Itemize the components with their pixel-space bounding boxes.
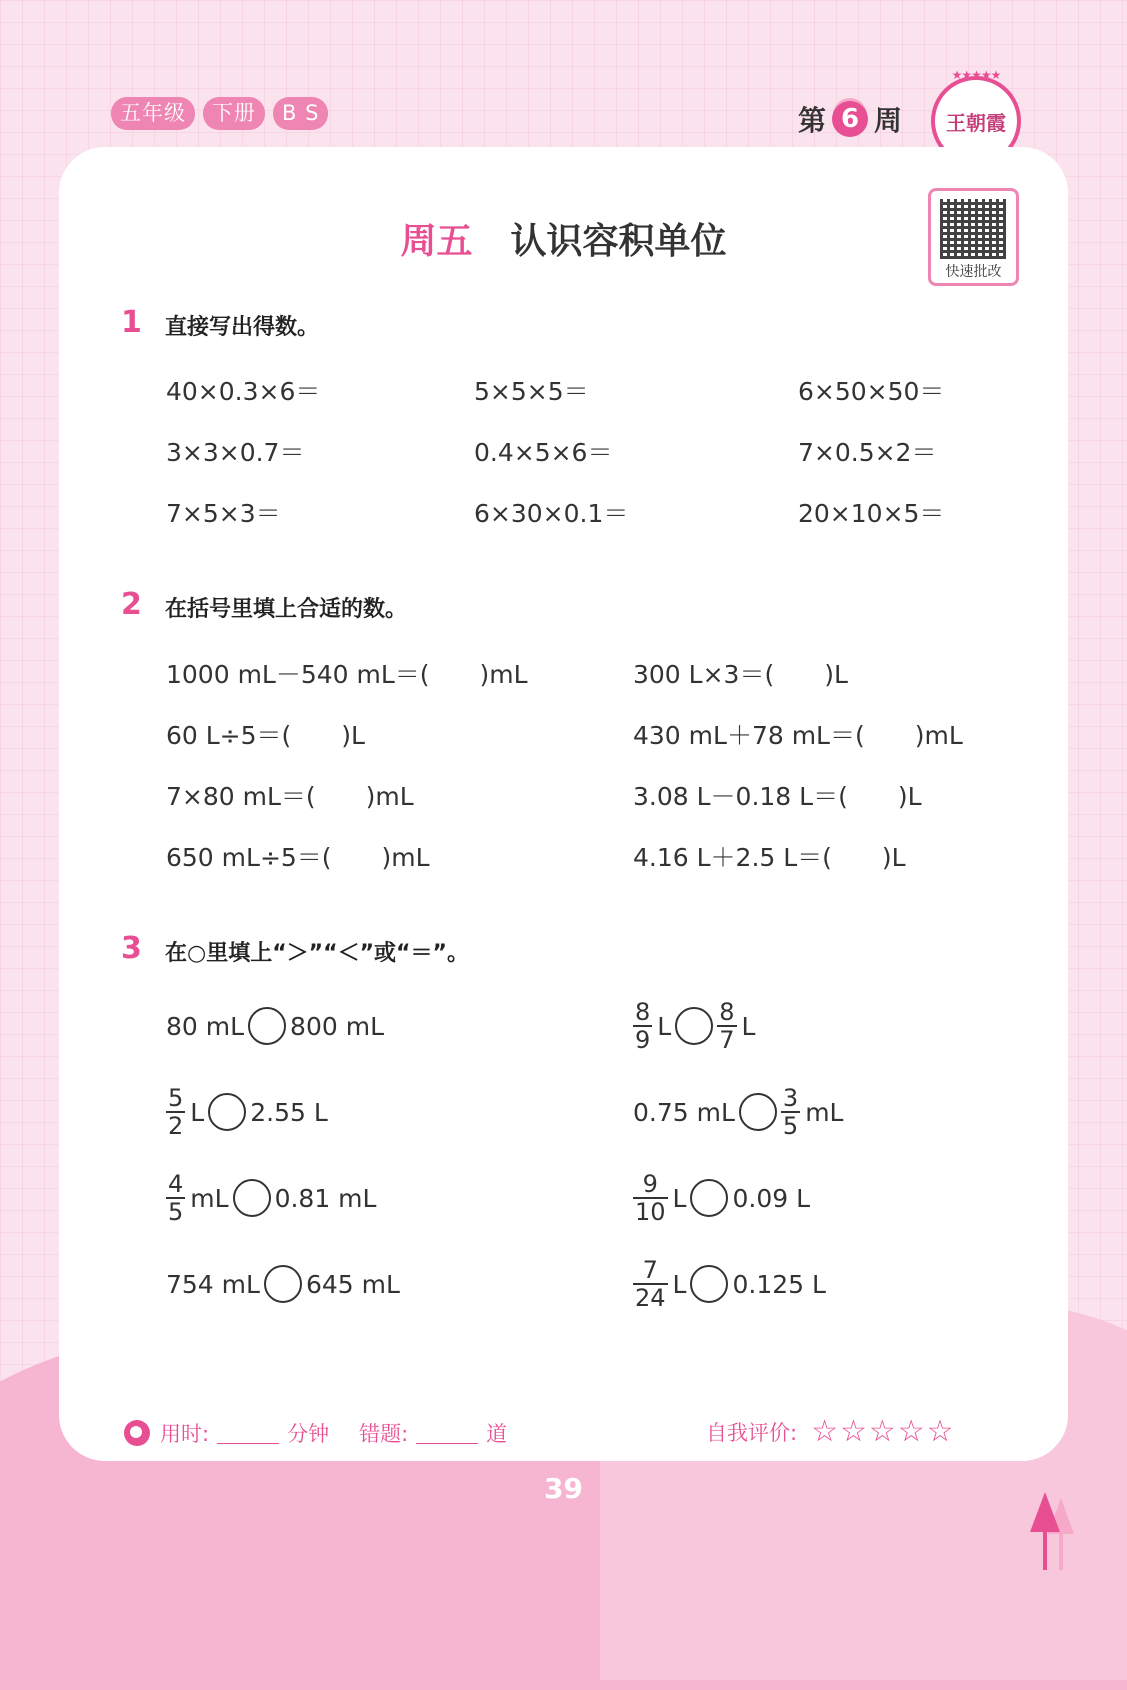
fraction: $\frac{4}{5}$ — [168, 1170, 184, 1226]
arrow-decor-stem — [1043, 1530, 1047, 1570]
time-blank[interactable] — [217, 1423, 279, 1444]
time-label: 用时: — [160, 1422, 210, 1446]
q3-left: 754 mL — [166, 1269, 260, 1299]
fraction: $\frac{8}{9}$ — [635, 998, 651, 1054]
fraction: $\frac{8}{7}$ — [719, 998, 735, 1054]
q2-item: 1000 mL－540 mL＝( )mL — [166, 660, 528, 689]
week-prefix: 第 — [798, 104, 827, 137]
q1-item: 7×0.5×2＝ — [798, 438, 937, 467]
q3-right: 0.81 mL — [274, 1183, 377, 1213]
unit: mL — [190, 1183, 229, 1213]
unit: L — [190, 1097, 205, 1127]
rating-stars-icon[interactable]: ☆☆☆☆☆ — [811, 1414, 956, 1449]
fraction: $\frac{5}{2}$ — [168, 1084, 184, 1140]
q2-item: 4.16 L＋2.5 L＝( )L — [633, 843, 906, 872]
self-evaluation — [706, 1414, 956, 1449]
q1-item: 6×50×50＝ — [798, 377, 945, 406]
clock-icon — [124, 1420, 150, 1446]
q2-item: 300 L×3＝( )L — [633, 660, 848, 689]
compare-circle[interactable] — [675, 1007, 713, 1045]
q3-item-b — [633, 1000, 755, 1052]
q3-left: 0.75 mL — [633, 1097, 735, 1127]
q1-item: 20×10×5＝ — [798, 499, 945, 528]
arrow-decor-stem — [1059, 1532, 1063, 1570]
compare-circle[interactable] — [233, 1179, 271, 1217]
q2-number: 2 — [121, 587, 142, 622]
q3-item-h — [633, 1258, 826, 1310]
q2-prompt: 在括号里填上合适的数。 — [165, 597, 408, 622]
q1-item: 3×3×0.7＝ — [166, 438, 305, 467]
q3-left: 80 mL — [166, 1011, 245, 1041]
errors-unit: 道 — [486, 1422, 508, 1446]
week-number: 6 — [832, 101, 868, 137]
q1-item: 7×5×3＝ — [166, 499, 281, 528]
q3-right: 645 mL — [305, 1269, 400, 1299]
q3-item-e — [166, 1172, 376, 1224]
errors-label: 错题: — [359, 1422, 409, 1446]
q1-item: 40×0.3×6＝ — [166, 377, 321, 406]
q2-item: 3.08 L－0.18 L＝( )L — [633, 782, 922, 811]
week-suffix: 周 — [874, 104, 903, 137]
title-topic: 认识容积单位 — [510, 221, 727, 262]
self-eval-label: 自我评价: — [706, 1420, 798, 1445]
q2-item: 430 mL＋78 mL＝( )mL — [633, 721, 963, 750]
errors-blank[interactable] — [416, 1423, 478, 1444]
q3-right: 800 mL — [290, 1011, 384, 1041]
unit: L — [741, 1011, 756, 1041]
time-tracker — [124, 1418, 507, 1448]
q3-item-c — [166, 1086, 328, 1138]
q1-number: 1 — [121, 305, 142, 340]
q1-item: 5×5×5＝ — [474, 377, 589, 406]
q2-item: 7×80 mL＝( )mL — [166, 782, 414, 811]
unit: L — [672, 1269, 687, 1299]
logo-stars-icon: ★★★★★ — [951, 68, 1001, 82]
q3-number: 3 — [121, 931, 142, 966]
fraction: $\frac{9}{10}$ — [635, 1170, 666, 1226]
q3-right: 2.55 L — [250, 1097, 328, 1127]
qr-caption: 快速批改 — [945, 264, 1002, 280]
q3-item-d — [633, 1086, 843, 1138]
logo-text: 王朝霞 — [946, 110, 1006, 135]
compare-circle[interactable] — [208, 1093, 246, 1131]
q1-prompt: 直接写出得数。 — [165, 315, 320, 340]
unit: L — [657, 1011, 672, 1041]
compare-circle[interactable] — [264, 1265, 302, 1303]
q3-prompt: 在○里填上“＞”“＜”或“＝”。 — [165, 941, 469, 966]
title-day: 周五 — [400, 221, 473, 262]
week-indicator — [798, 99, 902, 139]
q3-right: 0.125 L — [732, 1269, 826, 1299]
arrow-decor-icon — [1030, 1492, 1060, 1532]
q3-right: 0.09 L — [732, 1183, 811, 1213]
unit: mL — [805, 1097, 844, 1127]
q3-item-f — [633, 1172, 810, 1224]
q3-item-g — [166, 1265, 400, 1303]
time-unit: 分钟 — [287, 1422, 330, 1446]
tag-grade: 五年级 — [111, 97, 195, 130]
tag-volume: 下册 — [203, 97, 265, 130]
q3-item-a — [166, 1007, 384, 1045]
q2-item: 650 mL÷5＝( )mL — [166, 843, 430, 872]
unit: L — [672, 1183, 687, 1213]
q1-item: 0.4×5×6＝ — [474, 438, 613, 467]
compare-circle[interactable] — [690, 1265, 728, 1303]
compare-circle[interactable] — [248, 1007, 286, 1045]
compare-circle[interactable] — [690, 1179, 728, 1217]
tag-edition: B S — [273, 97, 328, 130]
page-title — [0, 213, 1127, 264]
q1-item: 6×30×0.1＝ — [474, 499, 629, 528]
compare-circle[interactable] — [739, 1093, 777, 1131]
fraction: $\frac{7}{24}$ — [635, 1256, 666, 1312]
grade-tags — [111, 97, 328, 130]
page-number: 39 — [544, 1472, 583, 1505]
q2-item: 60 L÷5＝( )L — [166, 721, 365, 750]
fraction: $\frac{3}{5}$ — [782, 1084, 799, 1140]
